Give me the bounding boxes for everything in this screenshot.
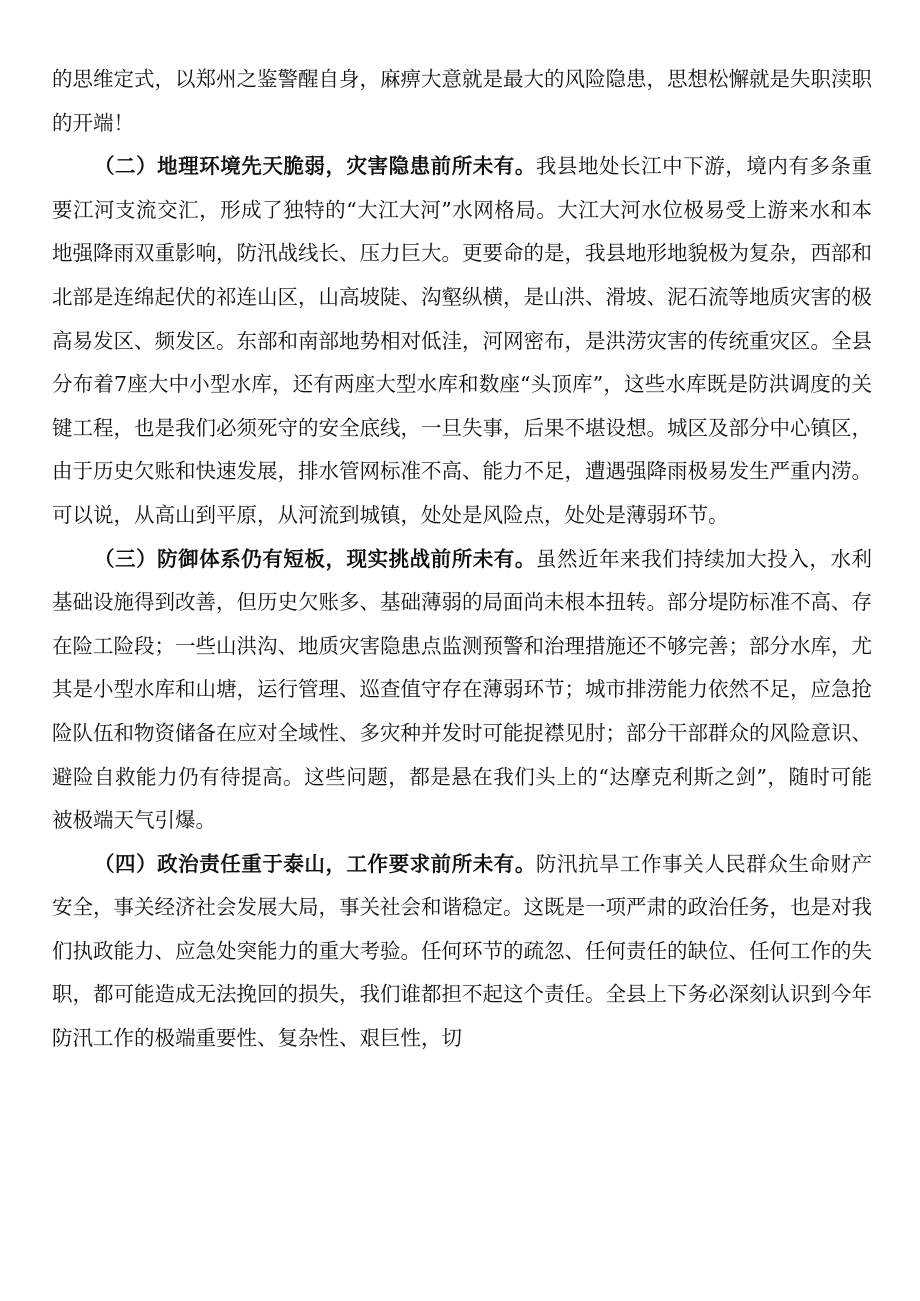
paragraph-body: 的思维定式，以郑州之鉴警醒自身，麻痹大意就是最大的风险隐患，思想松懈就是失职渎职的开端！ bbox=[52, 67, 872, 135]
paragraph-body: 防汛抗旱工作事关人民群众生命财产安全，事关经济社会发展大局，事关社会和谐稳定。这既是一项严肃的政治任务，也是对我们执政能力、应急处突能力的重大考验。任何环节的疏忽、任何责任的缺位、任何工作的失职，都可能造成无法挽回的损失，我们谁都担不起这个责任。全县上下务必深刻认识到今年防汛工作的极端重要性、复杂性、艰巨性，切 bbox=[52, 851, 873, 1051]
section-heading-4: （四）政治责任重于泰山，工作要求前所未有。 bbox=[94, 851, 536, 876]
paragraph-political-responsibility bbox=[52, 843, 872, 1061]
paragraph-continuation bbox=[52, 58, 872, 145]
section-heading-3: （三）防御体系仍有短板，现实挑战前所未有。 bbox=[94, 546, 536, 571]
document-page bbox=[52, 58, 872, 1061]
paragraph-body: 我县地处长江中下游，境内有多条重要江河支流交汇，形成了独特的“大江大河”水网格局。大江大河水位极易受上游来水和本地强降雨双重影响，防汛战线长、压力巨大。更要命的是，我县地形地貌极为复杂，西部和北部是连绵起伏的祁连山区，山高坡陡、沟壑纵横，是山洪、滑坡、泥石流等地质灾害的极高易发区、频发区。东部和南部地势相对低洼，河网密布，是洪涝灾害的传统重灾区。全县分布着7座大中小型水库，还有两座大型水库和数座“头顶库”，这些水库既是防洪调度的关键工程，也是我们必须死守的安全底线，一旦失事，后果不堪设想。城区及部分中心镇区，由于历史欠账和快速发展，排水管网标准不高、能力不足，遭遇强降雨极易发生严重内涝。可以说，从高山到平原，从河流到城镇，处处是风险点，处处是薄弱环节。 bbox=[52, 154, 873, 527]
section-heading-2: （二）地理环境先天脆弱，灾害隐患前所未有。 bbox=[94, 154, 536, 179]
paragraph-geography bbox=[52, 145, 872, 537]
paragraph-body: 虽然近年来我们持续加大投入，水利基础设施得到改善，但历史欠账多、基础薄弱的局面尚未根本扭转。部分堤防标准不高、存在险工险段；一些山洪沟、地质灾害隐患点监测预警和治理措施还不够完善；部分水库，尤其是小型水库和山塘，运行管理、巡查值守存在薄弱环节；城市排涝能力依然不足，应急抢险队伍和物资储备在应对全域性、多灾种并发时可能捉襟见肘；部分干部群众的风险意识、避险自救能力仍有待提高。这些问题，都是悬在我们头上的“达摩克利斯之剑”，随时可能被极端天气引爆。 bbox=[52, 546, 873, 833]
paragraph-defense-system bbox=[52, 538, 872, 843]
